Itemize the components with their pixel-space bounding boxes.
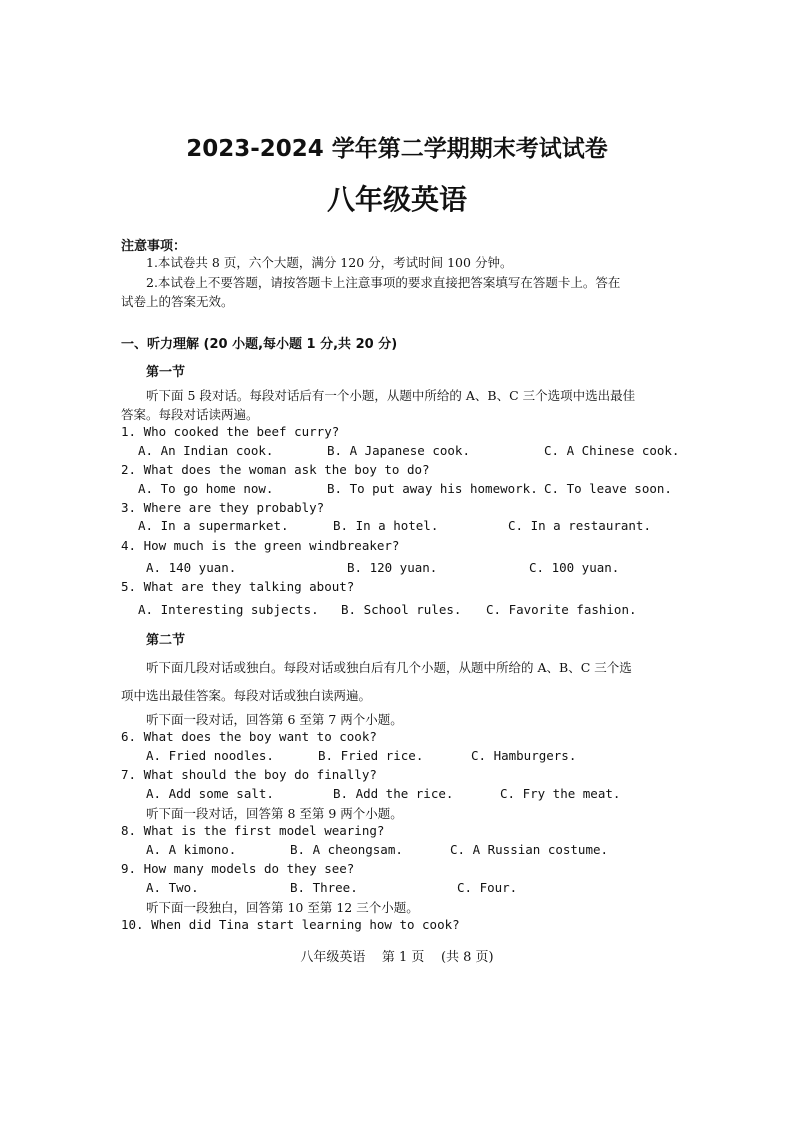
question-5-option-c: C. Favorite fashion.: [486, 602, 637, 617]
notes-heading: 注意事项：: [121, 239, 187, 254]
question-8-option-c: C. A Russian costume.: [450, 842, 609, 857]
question-6: 6. What does the boy want to cook?: [121, 729, 377, 744]
question-1: 1. Who cooked the beef curry?: [121, 424, 340, 439]
question-9-option-c: C. Four.: [457, 880, 518, 895]
notes-item-2-line-2: 试卷上的答案无效。: [121, 294, 234, 309]
part-2-instructions-line-1: 听下面几段对话或独白。每段对话或独白后有几个小题，从题中所给的 A、B、C 三个选: [146, 660, 632, 675]
notes-item-1: 1.本试卷共 8 页，六个大题，满分 120 分，考试时间 100 分钟。: [146, 255, 513, 270]
part-2-subinstruction-2: 听下面一段对话，回答第 8 至第 9 两个小题。: [146, 806, 403, 821]
question-7-option-b: B. Add the rice.: [333, 786, 454, 801]
part-2-instructions-line-2: 项中选出最佳答案。每段对话或独白读两遍。: [121, 688, 372, 703]
question-4-option-a: A. 140 yuan.: [146, 560, 237, 575]
section-heading: 一、听力理解 (20 小题,每小题 1 分,共 20 分): [121, 337, 398, 352]
part-1-heading: 第一节: [146, 365, 186, 380]
question-8-option-a: A. A kimono.: [146, 842, 237, 857]
question-3: 3. Where are they probably?: [121, 500, 325, 515]
question-3-option-b: B. In a hotel.: [333, 518, 439, 533]
part-2-subinstruction-3: 听下面一段独白，回答第 10 至第 12 三个小题。: [146, 900, 419, 915]
question-8: 8. What is the first model wearing?: [121, 823, 385, 838]
question-6-option-a: A. Fried noodles.: [146, 748, 274, 763]
question-5: 5. What are they talking about?: [121, 579, 355, 594]
page-footer: 八年级英语 第 1 页 (共 8 页): [300, 950, 494, 965]
part-1-instructions-line-1: 听下面 5 段对话。每段对话后有一个小题，从题中所给的 A、B、C 三个选项中选出最佳: [146, 388, 636, 403]
question-4: 4. How much is the green windbreaker?: [121, 538, 400, 553]
part-1-instructions-line-2: 答案。每段对话读两遍。: [121, 407, 259, 422]
question-6-option-c: C. Hamburgers.: [471, 748, 577, 763]
question-4-option-c: C. 100 yuan.: [529, 560, 620, 575]
question-6-option-b: B. Fried rice.: [318, 748, 424, 763]
question-8-option-b: B. A cheongsam.: [290, 842, 403, 857]
exam-subject: 八年级英语: [326, 183, 467, 216]
question-1-option-a: A. An Indian cook.: [138, 443, 274, 458]
question-1-option-b: B. A Japanese cook.: [327, 443, 470, 458]
part-2-subinstruction-1: 听下面一段对话，回答第 6 至第 7 两个小题。: [146, 712, 403, 727]
question-2-option-c: C. To leave soon.: [544, 481, 672, 496]
question-9-option-a: A. Two.: [146, 880, 199, 895]
question-7: 7. What should the boy do finally?: [121, 767, 377, 782]
question-2-option-b: B. To put away his homework.: [327, 481, 538, 496]
exam-title: 2023-2024 学年第二学期期末考试试卷: [186, 136, 608, 162]
question-2: 2. What does the woman ask the boy to do?: [121, 462, 430, 477]
question-3-option-a: A. In a supermarket.: [138, 518, 289, 533]
question-2-option-a: A. To go home now.: [138, 481, 274, 496]
question-1-option-c: C. A Chinese cook.: [544, 443, 680, 458]
question-7-option-a: A. Add some salt.: [146, 786, 274, 801]
question-7-option-c: C. Fry the meat.: [500, 786, 621, 801]
notes-item-2-line-1: 2.本试卷上不要答题，请按答题卡上注意事项的要求直接把答案填写在答题卡上。答在: [146, 275, 621, 290]
part-2-heading: 第二节: [146, 633, 186, 648]
question-9: 9. How many models do they see?: [121, 861, 355, 876]
question-3-option-c: C. In a restaurant.: [508, 518, 651, 533]
question-5-option-b: B. School rules.: [341, 602, 462, 617]
question-5-option-a: A. Interesting subjects.: [138, 602, 319, 617]
question-4-option-b: B. 120 yuan.: [347, 560, 438, 575]
question-9-option-b: B. Three.: [290, 880, 358, 895]
question-10: 10. When did Tina start learning how to cook?: [121, 917, 460, 932]
